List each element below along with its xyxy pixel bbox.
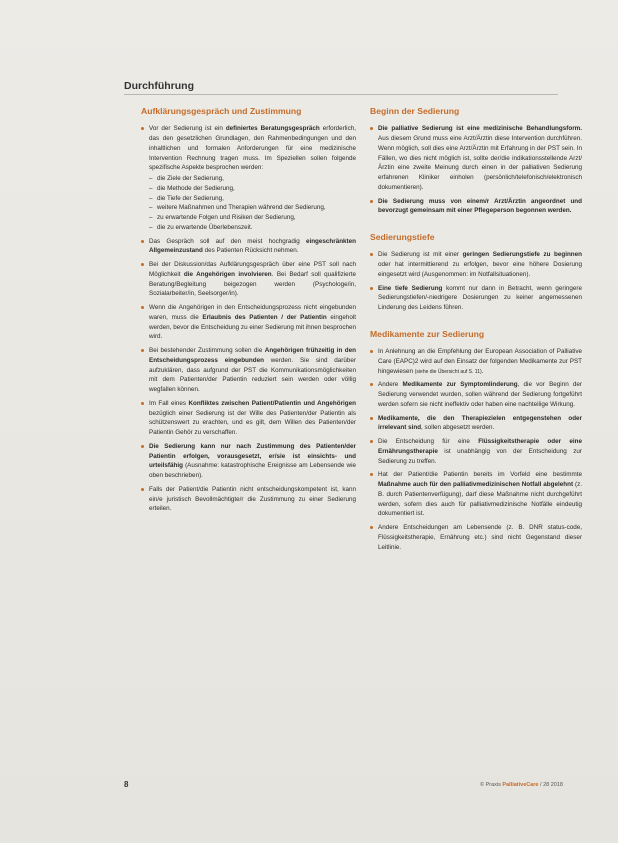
footer-source-brand: PalliativeCare	[502, 782, 539, 788]
bullet-dot-icon	[141, 127, 144, 130]
footer-source	[480, 782, 563, 788]
left-bullet-item	[141, 237, 356, 257]
bullet-text: Bei bestehender Zustimmung sollen die Angehörigen frühzeitig in den Entscheidungsprozess eingebunden werden. Sie sind darüber aufzuklären, dass aufgrund der PST die Kommunikationsmöglichkeiten mit dem Patienten/der Patientin reduziert sein werden oder völlig wegfallen können.	[149, 347, 357, 394]
left-bullet-item	[141, 399, 356, 438]
sub-list-item: – die Tiefe der Sedierung,	[149, 194, 356, 204]
bullet-text: Vor der Sedierung ist ein definiertes Beratungsgespräch erforderlich, das den gesetzlichen Grundlagen, den Rahmenbedingungen und den inhaltlichen und formalen Anforderungen für eine medizinische Intervention Rechnung tragen muss. Im Speziellen sollen folgende spezifische Aspekte besprochen werden:	[149, 125, 356, 172]
right-column	[370, 106, 582, 556]
bullet-dot-icon	[370, 127, 373, 130]
bullet-dot-icon	[141, 402, 144, 405]
sub-list	[149, 174, 356, 233]
right-heading: Beginn der Sedierung	[370, 106, 460, 116]
sub-list-item: – weitere Maßnahmen und Therapien während der Sedierung,	[149, 203, 356, 213]
right-bullet-item	[370, 284, 582, 313]
bullet-dot-icon	[141, 445, 144, 448]
bullet-dot-icon	[370, 350, 373, 353]
footer-source-prefix: © Praxis	[480, 782, 501, 788]
right-bullet-list	[370, 124, 582, 216]
sub-list-item: – die Methode der Sedierung,	[149, 184, 356, 194]
right-heading: Sedierungstiefe	[370, 232, 435, 243]
bullet-text: Eine tiefe Sedierung kommt nur dann in Betracht, wenn geringere Sedierungstiefen/-niedrigere Dosierungen zu keiner angemessenen Linderung des Leidens führen.	[378, 284, 582, 312]
bullet-text: Im Fall eines Konfliktes zwischen Patient/Patientin und Angehörigen bezüglich einer Sedierung ist der Wille des Patienten/der Patientin als schützenswert zu erachten, und es gilt, dem Willen des Patienten/der Patientin Gehör zu verschaffen.	[149, 399, 356, 437]
page-number: 8	[124, 780, 129, 789]
left-heading: Aufklärungsgespräch und Zustimmung	[141, 106, 302, 116]
left-bullet-item	[141, 346, 356, 395]
left-bullet-item	[141, 485, 356, 514]
left-bullet-item	[141, 303, 356, 342]
bullet-text: Andere Medikamente zur Symptomlinderung, die vor Beginn der Sedierung verwendet wurden, sollen während der Sedierung fortgeführt werden sofern sie nicht ineffektiv oder haben eine nachteilige Wirkung.	[378, 381, 582, 408]
bullet-dot-icon	[370, 253, 373, 256]
bullet-dot-icon	[370, 383, 373, 386]
bullet-text: Andere Entscheidungen am Lebensende (z. B. DNR status-code, Flüssigkeitstherapie, Ernährung etc.) sind nicht Gegenstand dieser Leitlinie.	[378, 524, 582, 551]
bullet-dot-icon	[370, 417, 373, 420]
bullet-dot-icon	[141, 349, 144, 352]
bullet-text: In Anlehnung an die Empfehlung der European Association of Palliative Care (EAPC)2 wird auf den Einsatz der folgenden Medikamente zur PST hingewiesen (siehe die Übersicht auf S. 11).	[378, 348, 582, 375]
bullet-dot-icon	[370, 473, 373, 476]
bullet-dot-icon	[370, 200, 373, 203]
sub-list-item: – zu erwartende Folgen und Risiken der Sedierung,	[149, 213, 356, 223]
section-title: Durchführung	[124, 80, 194, 92]
bullet-dot-icon	[141, 263, 144, 266]
left-bullet-item	[141, 260, 356, 299]
bullet-text: Die Sedierung ist mit einer geringen Sedierungstiefe zu beginnen oder hat intermittierend zu erfolgen, bevor eine höhere Dosierung eingesetzt wird (Ausgenommen: im Notfallsituationen).	[378, 251, 582, 278]
right-bullet-item	[370, 380, 582, 409]
right-bullet-item	[370, 347, 582, 376]
bullet-text: Hat der Patient/die Patientin bereits im Vorfeld eine bestimmte Maßnahme auch für den palliativmedizinischen Notfall abgelehnt (z. B. durch Patientenverfügung), darf diese Maßnahme nicht durchgeführt werden, sofern dies auch für palliativmedizinische Notfälle eindeutig dokumentiert ist.	[378, 471, 582, 518]
bullet-text: Die Entscheidung für eine Flüssigkeitstherapie oder eine Ernährungstherapie ist unabhängig von der Entscheidung zur Sedierung zu treffen.	[378, 438, 583, 465]
right-bullet-list	[370, 250, 582, 313]
right-bullet-list	[370, 347, 582, 552]
bullet-dot-icon	[141, 488, 144, 491]
bullet-text: Die palliative Sedierung ist eine medizinische Behandlungsform. Aus diesem Grund muss eine Arzt/Ärztin diese Intervention durchführen. Wenn möglich, soll dies eine Arzt/Ärztin mit Erfahrung in der PST sein. In Fällen, wo dies nicht möglich ist, sollte der/die indikationsstellende Arzt/Ärztin eine zweite Meinung durch einen in der palliativen Sedierung erfahrenen Kliniker einholen (persönlich/telefonisch/elektronisch dokumentieren).	[378, 125, 582, 191]
right-bullet-item	[370, 250, 582, 279]
right-bullet-item	[370, 437, 582, 466]
bullet-text: Wenn die Angehörigen in den Entscheidungsprozess nicht eingebunden waren, muss die Erlaubnis des Patienten / der Patientin eingeholt werden, bevor die Entscheidung zu einer Sedierung mit ihnen besprochen wird.	[149, 304, 356, 341]
bullet-text: Die Sedierung muss von einem/r Arzt/Ärztin angeordnet und bevorzugt gemeinsam mit einer Pflegeperson begonnen werden.	[378, 197, 582, 215]
left-bullet-item	[141, 124, 356, 232]
right-bullet-item	[370, 414, 582, 434]
right-heading: Medikamente zur Sedierung	[370, 328, 485, 339]
bullet-dot-icon	[370, 440, 373, 443]
left-bullet-list	[141, 124, 356, 514]
sub-list-item: – die Ziele der Sedierung,	[149, 174, 356, 184]
bullet-dot-icon	[370, 287, 373, 290]
bullet-dot-icon	[141, 240, 144, 243]
sub-list-item: – die zu erwartende Überlebenszeit.	[149, 223, 356, 233]
bullet-text: Falls der Patient/die Patientin nicht entscheidungskompetent ist, kann ein/e juristisch Bevollmächtigte/r die Zustimmung zu einer Sedierung erteilen.	[149, 485, 356, 513]
footer-source-suffix: / 28 2018	[540, 782, 563, 788]
right-bullet-item	[370, 470, 582, 519]
bullet-dot-icon	[370, 526, 373, 529]
bullet-text: Die Sedierung kann nur nach Zustimmung des Patienten/der Patientin erfolgen, vorausgesetzt, er/sie ist einsichts- und urteilsfähig (Ausnahme: katastrophische Ereignisse am Lebensende wie oben beschrieben).	[149, 442, 356, 480]
right-bullet-item	[370, 197, 582, 217]
section-divider	[124, 94, 558, 95]
bullet-text: Medikamente, die den Therapiezielen entgegenstehen oder irrelevant sind, sollen abgesetzt werden.	[378, 414, 582, 432]
left-bullet-item	[141, 442, 356, 481]
bullet-text: Das Gespräch soll auf den meist hochgradig eingeschränkten Allgemeinzustand des Patienten Rücksicht nehmen.	[149, 237, 356, 255]
bullet-text: Bei der Diskussion/das Aufklärungsgespräch über eine PST soll nach Möglichkeit die Angehörigen involvieren. Bei Bedarf soll qualifizierte Beratung/Begleitung beigezogen werden (Psychologe/in, Sozialarbeiter/in, Seelsorger/in).	[149, 261, 356, 298]
right-bullet-item	[370, 523, 582, 552]
left-column	[141, 106, 356, 518]
right-bullet-item	[370, 124, 582, 192]
bullet-dot-icon	[141, 306, 144, 309]
